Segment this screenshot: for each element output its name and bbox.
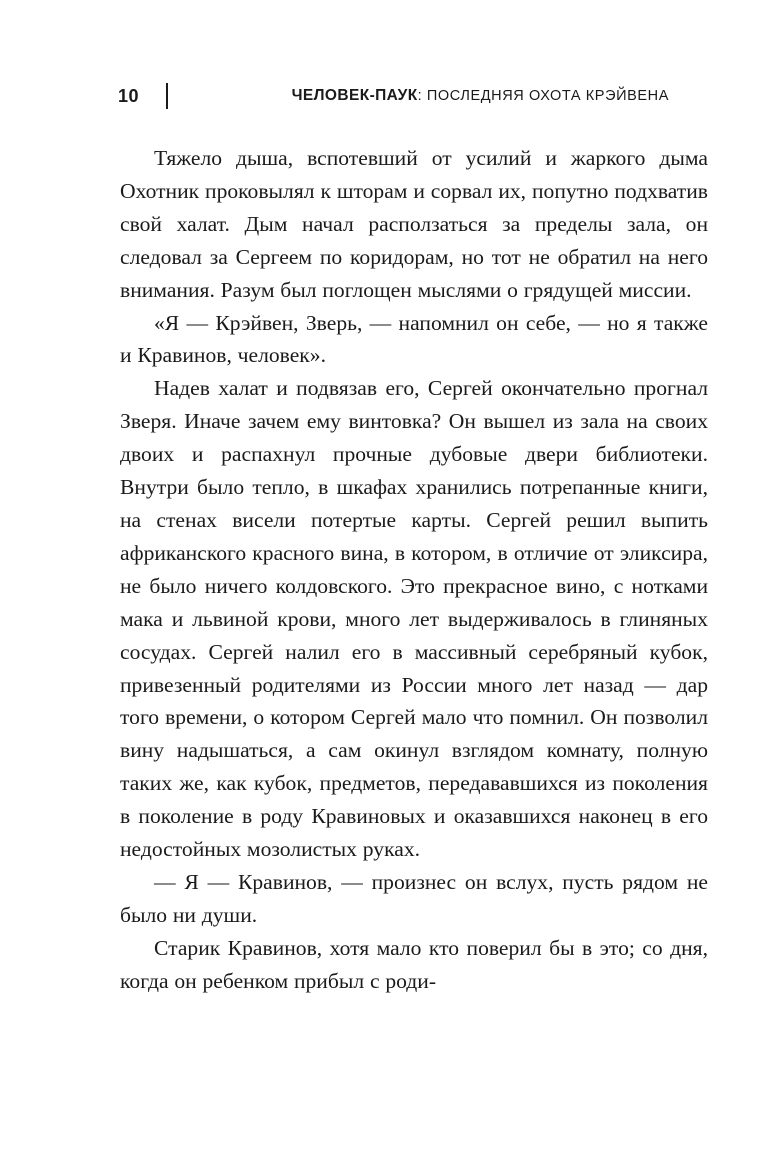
paragraph: Надев халат и подвязав его, Сергей окончательно прогнал Зверя. Иначе зачем ему винтовка? Он вышел из зала на своих двоих и распахнул прочные дубовые двери библиотеки. Внутри было тепло, в шкафах хранились потрепанные книги, на стенах висели потертые карты. Сергей решил выпить африканского красного вина, в котором, в отличие от эликсира, не было ничего колдовского. Это прекрасное вино, с нотками мака и львиной крови, много лет выдерживалось в глиняных сосудах. Сергей налил его в массивный серебряный кубок, привезенный родителями из России много лет назад — дар того времени, о котором Сергей мало что помнил. Он позволил вину надышаться, а сам окинул взглядом комнату, полную таких же, как кубок, предметов, передававшихся из поколения в поколение в роду Кравиновых и оказавшихся наконец в его недостойных мозолистых руках.	[120, 376, 708, 862]
body-text	[120, 142, 708, 998]
running-head-series: ЧЕЛОВЕК-ПАУК	[291, 87, 418, 104]
page-number: 10	[118, 85, 140, 106]
running-head	[118, 78, 669, 114]
running-head-subtitle: : ПОСЛЕДНЯЯ ОХОТА КРЭЙВЕНА	[417, 88, 669, 104]
paragraph: Старик Кравинов, хотя мало кто поверил бы в это; со дня, когда он ребенком прибыл с роди-	[120, 935, 708, 993]
running-head-title	[168, 87, 669, 105]
paragraph: «Я — Крэйвен, Зверь, — напомнил он себе, — но я также и Кравинов, человек».	[120, 310, 708, 368]
paragraph: — Я — Кравинов, — произнес он вслух, пусть рядом не было ни души.	[120, 869, 708, 927]
paragraph: Тяжело дыша, вспотевший от усилий и жаркого дыма Охотник проковылял к шторам и сорвал их, попутно подхватив свой халат. Дым начал расползаться за пределы зала, он следовал за Сергеем по коридорам, но тот не обратил на него внимания. Разум был поглощен мыслями о грядущей миссии.	[120, 146, 708, 302]
